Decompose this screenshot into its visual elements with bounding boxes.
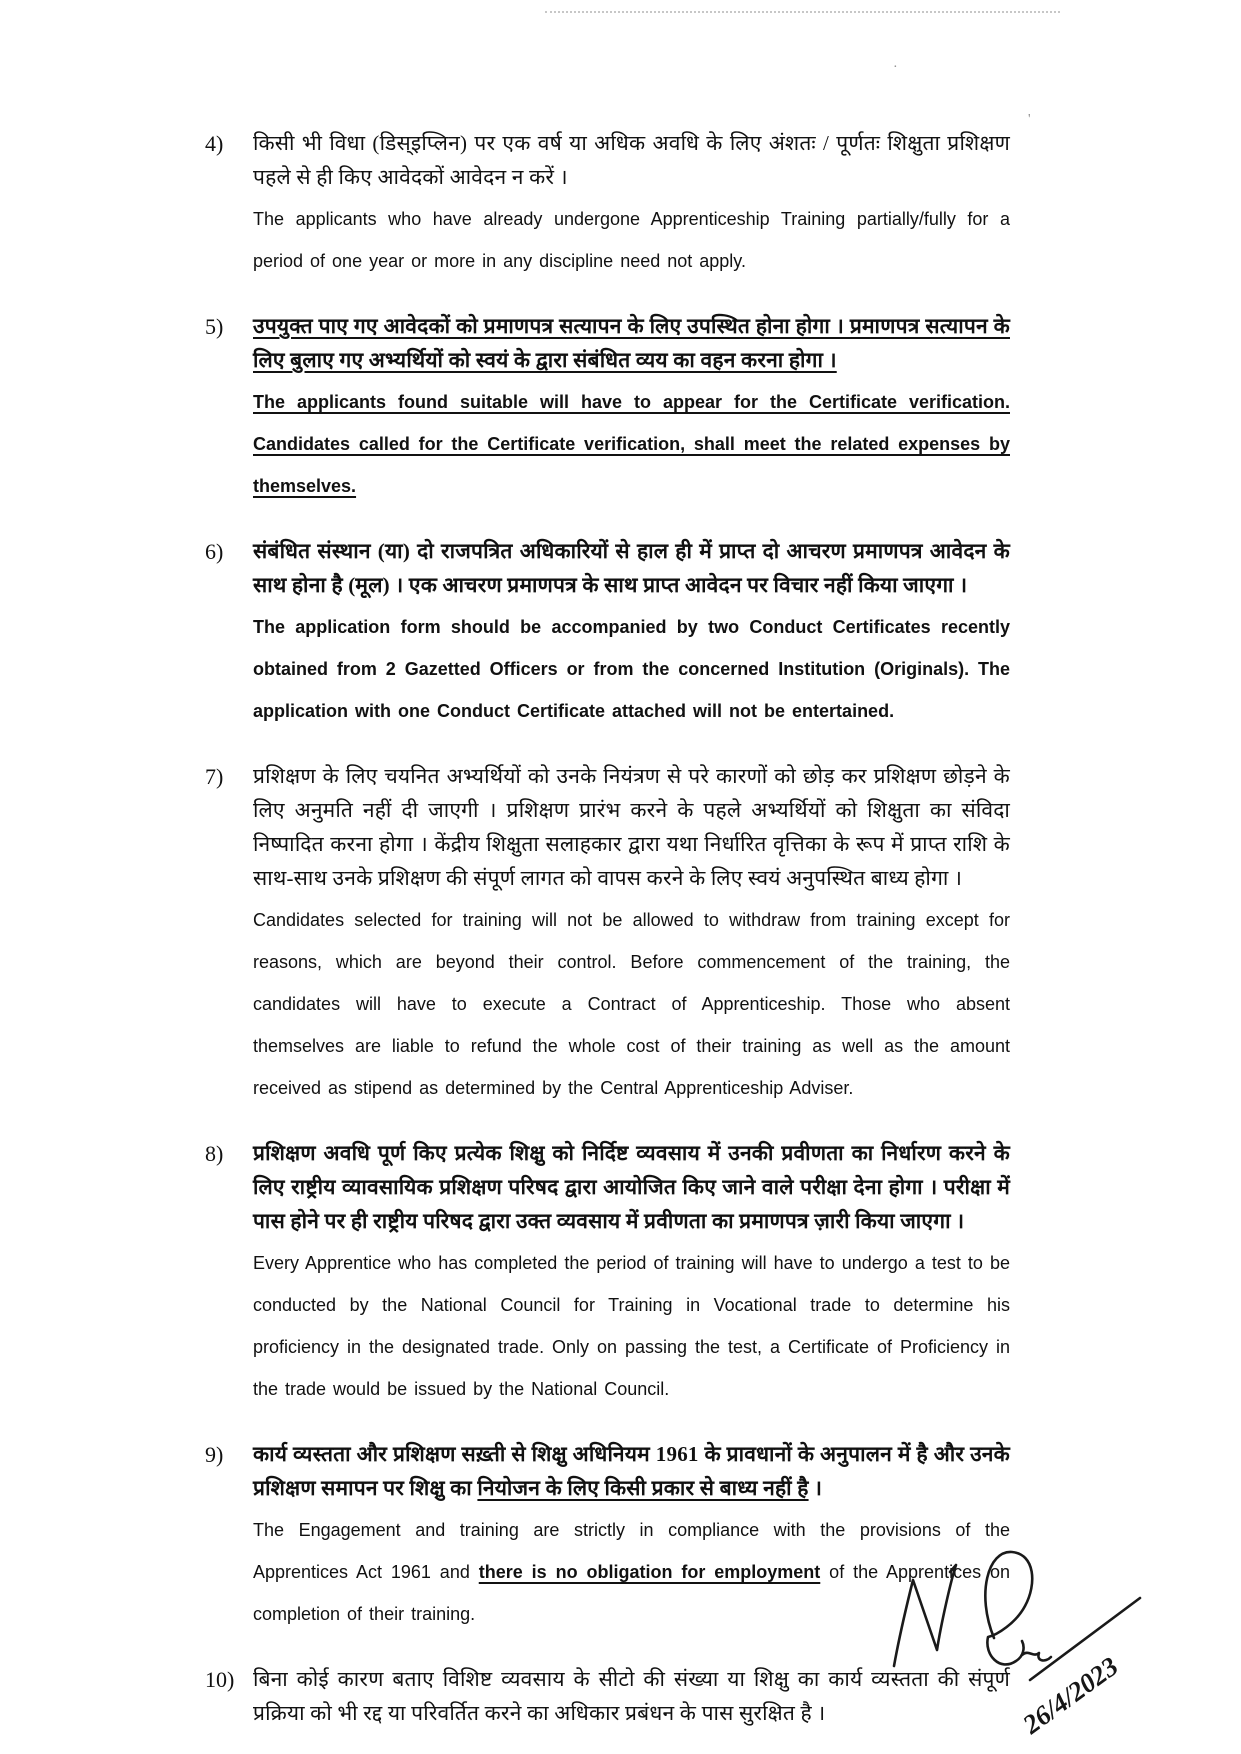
list-item-8: [205, 1136, 1010, 1410]
item-number: 8): [205, 1141, 224, 1166]
english-text: Every Apprentice who has completed the period of training will have to undergo a test to be conducted by the National Council for Training in Vocational trade to determine his proficiency in the designated trade. Only on passing the test, a Certificate of Proficiency in the trade would be issued by the National Council.: [253, 1253, 1010, 1399]
hindi-text: संबंधित संस्थान (या) दो राजपत्रित अधिकारियों से हाल ही में प्राप्त दो आचरण प्रमाणपत्र आवेदन के साथ होना है (मूल) । एक आचरण प्रमाणपत्र के साथ प्राप्त आवेदन पर विचार नहीं किया जाएगा ।: [253, 539, 1010, 597]
hindi-text-suffix: ।: [808, 1476, 823, 1500]
numbered-list: [205, 126, 1010, 1754]
item-number: 9): [205, 1442, 224, 1467]
item-number: 4): [205, 131, 224, 156]
list-item-4: [205, 126, 1010, 282]
english-text: The applicants who have already undergone Apprenticeship Training partially/fully for a period of one year or more in any discipline need not apply.: [253, 209, 1010, 271]
english-text: Candidates selected for training will not be allowed to withdraw from training except for reasons, which are beyond their control. Before commencement of the training, the candidates will have to execute a Contract of Apprenticeship. Those who absent themselves are liable to refund the whole cost of their training as well as the amount received as stipend as determined by the Central Apprenticeship Adviser.: [253, 910, 1010, 1098]
signature-date: 26/4/2023: [1017, 1650, 1124, 1740]
list-item-7: [205, 759, 1010, 1109]
scan-speck: ·: [893, 60, 898, 75]
hindi-text: [253, 1437, 1010, 1505]
scan-artifact-dotted-line: [545, 11, 1060, 13]
list-item-5: [205, 309, 1010, 507]
handwritten-signature: [878, 1538, 1168, 1750]
hindi-text: प्रशिक्षण अवधि पूर्ण किए प्रत्येक शिक्षु को निर्दिष्ट व्यवसाय में उनकी प्रवीणता का निर्धारण करने के लिए राष्ट्रीय व्यावसायिक प्रशिक्षण परिषद द्वारा आयोजित किए जाने वाले परीक्षा देना होगा । परीक्षा में पास होने पर ही राष्ट्रीय परिषद द्वारा उक्त व्यवसाय में प्रवीणता का प्रमाणपत्र ज़ारी किया जाएगा ।: [253, 1141, 1010, 1233]
hindi-text: बिना कोई कारण बताए विशिष्ट व्यवसाय के सीटो की संख्या या शिक्षु का कार्य व्यस्तता की संपूर्ण प्रक्रिया को भी रद्द या परिवर्तित करने का अधिकार प्रबंधन के पास सुरक्षित है ।: [253, 1667, 1010, 1725]
english-text: The applicants found suitable will have to appear for the Certificate verification. Candidates called for the Certificate verification, shall meet the related expenses by themselves.: [253, 392, 1010, 496]
hindi-text-prefix: कार्य व्यस्तता और प्रशिक्षण सख़्ती से शिक्षु अधिनियम 1961 के प्रावधानों के अनुपालन में है और उनके प्रशिक्षण समापन पर शिक्षु का: [253, 1442, 1010, 1500]
english-text-suffix: of the Apprentices on completion of their training.: [253, 1562, 1010, 1624]
item-number: 10): [205, 1667, 235, 1692]
english-text-emphasis: there is no obligation for employment: [478, 1562, 821, 1582]
scan-speck: ': [1028, 112, 1031, 127]
item-number: 5): [205, 314, 224, 339]
hindi-text: उपयुक्त पाए गए आवेदकों को प्रमाणपत्र सत्यापन के लिए उपस्थित होना होगा । प्रमाणपत्र सत्यापन के लिए बुलाए गए अभ्यर्थियों को स्वयं के द्वारा संबंधित व्यय का वहन करना होगा ।: [253, 314, 1010, 372]
english-text-prefix: The Engagement and training are strictly in compliance with the provisions of the Apprentices Act 1961 and: [253, 1520, 1010, 1582]
hindi-text: प्रशिक्षण के लिए चयनित अभ्यर्थियों को उनके नियंत्रण से परे कारणों को छोड़ कर प्रशिक्षण छोड़ने के लिए अनुमति नहीं दी जाएगी । प्रशिक्षण प्रारंभ करने के पहले अभ्यर्थियों को शिक्षुता का संविदा निष्पादित करना होगा । केंद्रीय शिक्षुता सलाहकार द्वारा यथा निर्धारित वृत्तिका के रूप में प्राप्त राशि के साथ-साथ उनके प्रशिक्षण की संपूर्ण लागत को वापस करने के लिए स्वयं अनुपस्थित बाध्य होगा ।: [253, 764, 1010, 890]
item-number: 6): [205, 539, 224, 564]
item-number: 7): [205, 764, 224, 789]
hindi-text: किसी भी विधा (डिस्इप्लिन) पर एक वर्ष या अधिक अवधि के लिए अंशतः / पूर्णतः शिक्षुता प्रशिक्षण पहले से ही किए आवेदकों आवेदन न करें ।: [253, 131, 1010, 189]
english-text: The application form should be accompanied by two Conduct Certificates recently obtained from 2 Gazetted Officers or from the concerned Institution (Originals). The application with one Conduct Certificate attached will not be entertained.: [253, 617, 1010, 721]
list-item-6: [205, 534, 1010, 732]
hindi-text-emphasis: नियोजन के लिए किसी प्रकार से बाध्य नहीं है: [477, 1476, 809, 1500]
